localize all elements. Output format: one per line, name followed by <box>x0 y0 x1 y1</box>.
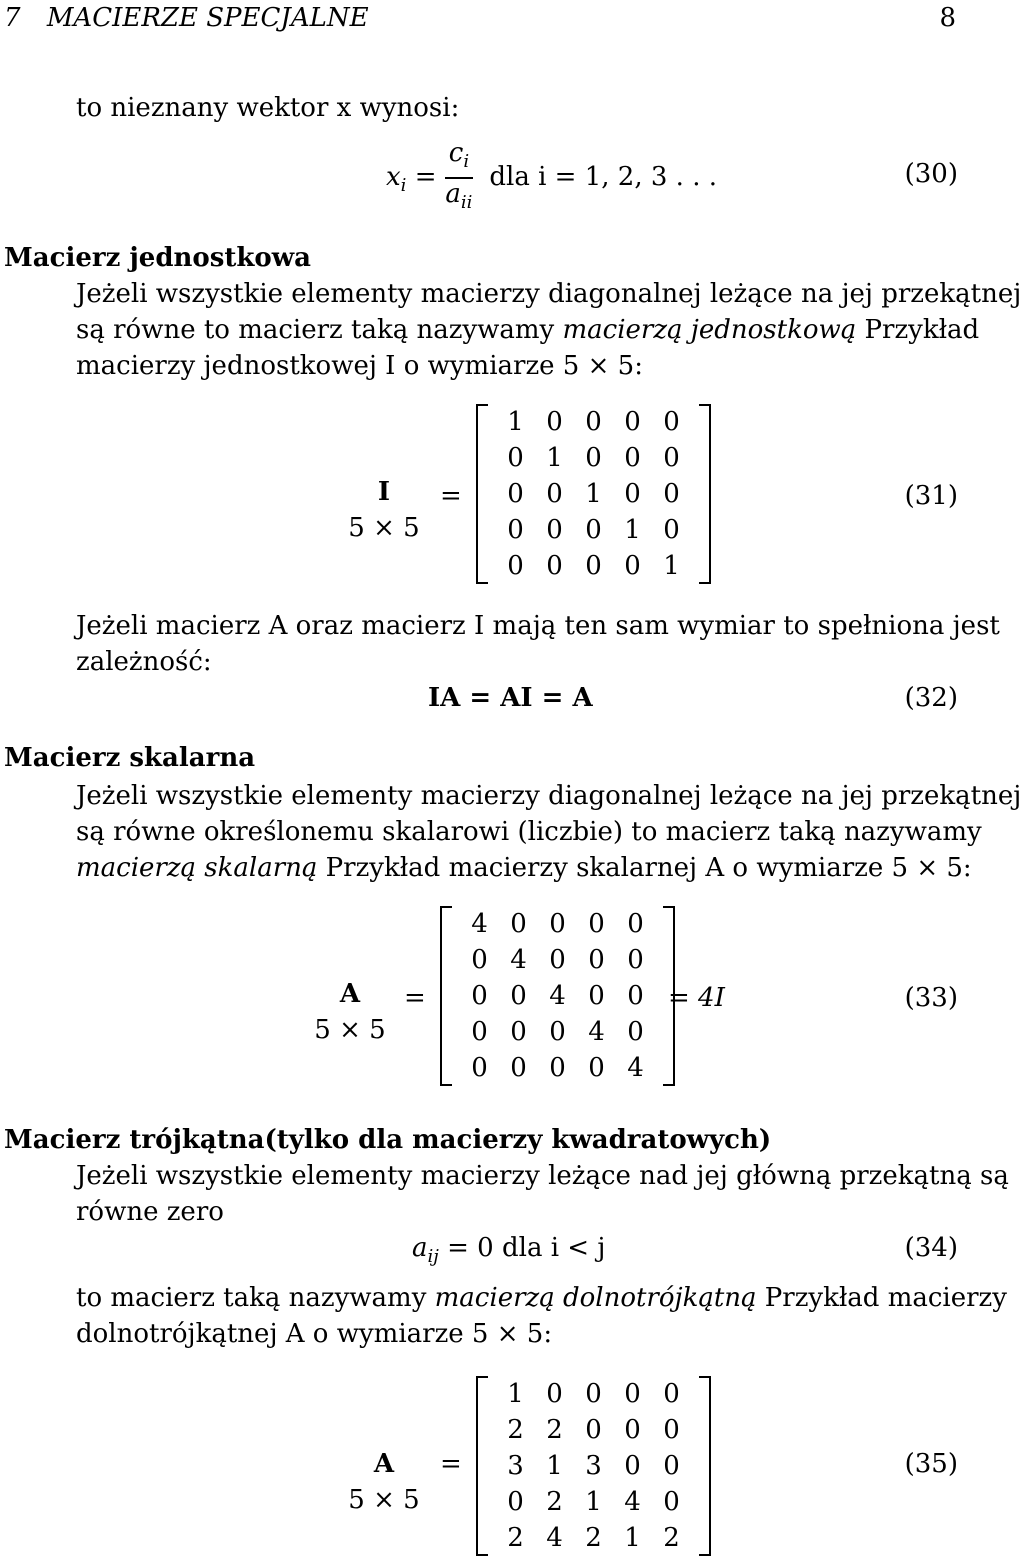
matrix-cell: 0 <box>585 407 602 437</box>
running-header <box>4 0 960 36</box>
matrix-cell: 3 <box>585 1451 602 1481</box>
matrix-cell: 0 <box>510 1017 527 1047</box>
matrix-cell: 0 <box>588 981 605 1011</box>
eq31-number: (31) <box>904 481 958 511</box>
paragraph-line: są równe to macierz taką nazywamy macierzą jednostkową Przykład <box>76 315 980 345</box>
eq30-lhs: $x_i$ = <box>386 162 445 197</box>
eq33-label: A 5 × 5 <box>314 979 386 1045</box>
matrix-row <box>460 1050 655 1086</box>
matrix-cell: 1 <box>507 407 524 437</box>
matrix-cell: 0 <box>585 515 602 545</box>
matrix-cell: 2 <box>507 1523 524 1553</box>
matrix-cell: 0 <box>663 479 680 509</box>
matrix-row <box>496 440 691 476</box>
matrix-cell: 4 <box>546 1523 563 1553</box>
matrix-cell: 0 <box>471 1017 488 1047</box>
chapter-title: MACIERZE SPECJALNE <box>46 3 369 33</box>
paragraph-line: macierzy jednostkowej I o wymiarze 5 × 5: <box>76 351 643 381</box>
matrix-cell: 0 <box>549 909 566 939</box>
matrix-cell: 4 <box>627 1053 644 1083</box>
matrix-cell: 0 <box>624 1415 641 1445</box>
matrix-cell: 0 <box>546 551 563 581</box>
section-title-scalar: Macierz skalarna <box>4 743 256 773</box>
matrix-row <box>460 978 655 1014</box>
paragraph-line: Jeżeli wszystkie elementy macierzy diagonalnej leżące na jej przekątnej <box>76 279 1021 309</box>
matrix-cell: 3 <box>507 1451 524 1481</box>
matrix-cell: 0 <box>663 1487 680 1517</box>
matrix-cell: 0 <box>627 981 644 1011</box>
paragraph-line: równe zero <box>76 1197 224 1227</box>
eq30-number: (30) <box>904 159 958 189</box>
matrix-cell: 0 <box>663 443 680 473</box>
section-title-triangular: Macierz trójkątna(tylko dla macierzy kwadratowych) <box>4 1125 772 1155</box>
matrix-row <box>496 1484 691 1520</box>
paragraph-line: Jeżeli wszystkie elementy macierzy diagonalnej leżące na jej przekątnej <box>76 781 1021 811</box>
eq35-number: (35) <box>904 1449 958 1479</box>
matrix-cell: 1 <box>624 515 641 545</box>
matrix-cell: 0 <box>624 443 641 473</box>
matrix-cell: 1 <box>624 1523 641 1553</box>
matrix-cell: 0 <box>510 909 527 939</box>
matrix-cell: 0 <box>663 1415 680 1445</box>
eq33-number: (33) <box>904 983 958 1013</box>
eq34-number: (34) <box>904 1233 958 1263</box>
eq30-fraction: $\frac{c_i}{a_{ii}}$ <box>445 138 473 214</box>
matrix-cell: 1 <box>507 1379 524 1409</box>
matrix-cell: 0 <box>510 981 527 1011</box>
matrix-cell: 4 <box>624 1487 641 1517</box>
identity-matrix <box>476 404 711 584</box>
scalar-matrix <box>440 906 675 1086</box>
matrix-cell: 0 <box>510 1053 527 1083</box>
paragraph-line: Jeżeli wszystkie elementy macierzy leżące nad jej główną przekątną są <box>76 1161 1009 1191</box>
paragraph-line: są równe określonemu skalarowi (liczbie) to macierz taką nazywamy <box>76 817 982 847</box>
matrix-row <box>496 476 691 512</box>
matrix-cell: 2 <box>546 1415 563 1445</box>
matrix-cell: 0 <box>627 1017 644 1047</box>
equation-30 <box>386 138 717 218</box>
matrix-cell: 0 <box>549 1053 566 1083</box>
matrix-cell: 4 <box>588 1017 605 1047</box>
matrix-cell: 0 <box>624 1451 641 1481</box>
matrix-cell: 0 <box>663 1451 680 1481</box>
matrix-cell: 0 <box>507 551 524 581</box>
matrix-row <box>496 1376 691 1412</box>
matrix-cell: 0 <box>588 1053 605 1083</box>
eq35-equals: = <box>440 1449 462 1479</box>
matrix-cell: 0 <box>585 443 602 473</box>
matrix-cell: 4 <box>510 945 527 975</box>
matrix-cell: 2 <box>663 1523 680 1553</box>
matrix-cell: 1 <box>663 551 680 581</box>
paragraph-line: to macierz taką nazywamy macierzą dolnotrójkątną Przykład macierzy <box>76 1283 1007 1313</box>
section-title-identity: Macierz jednostkowa <box>4 243 311 273</box>
matrix-cell: 0 <box>588 945 605 975</box>
matrix-row <box>460 942 655 978</box>
eq35-label: A 5 × 5 <box>348 1449 420 1515</box>
paragraph-line: Jeżeli macierz A oraz macierz I mają ten sam wymiar to spełniona jest <box>76 611 1000 641</box>
matrix-cell: 0 <box>624 479 641 509</box>
matrix-cell: 0 <box>627 909 644 939</box>
matrix-row <box>496 1520 691 1556</box>
matrix-row <box>496 512 691 548</box>
eq31-label: I 5 × 5 <box>348 477 420 543</box>
eq33-equals: = <box>404 983 426 1013</box>
matrix-cell: 1 <box>585 479 602 509</box>
matrix-cell: 1 <box>546 443 563 473</box>
equation-34: $a_{ij} = 0$ dla i < j <box>412 1233 606 1268</box>
matrix-cell: 0 <box>549 945 566 975</box>
matrix-cell: 0 <box>585 551 602 581</box>
chapter-number: 7 <box>4 3 21 33</box>
matrix-cell: 0 <box>471 1053 488 1083</box>
matrix-row <box>460 1014 655 1050</box>
matrix-cell: 2 <box>546 1487 563 1517</box>
matrix-cell: 0 <box>546 515 563 545</box>
matrix-cell: 0 <box>471 981 488 1011</box>
matrix-row <box>496 404 691 440</box>
eq31-equals: = <box>440 481 462 511</box>
lower-triangular-matrix <box>476 1376 711 1556</box>
matrix-cell: 0 <box>663 1379 680 1409</box>
matrix-cell: 1 <box>585 1487 602 1517</box>
page-number: 8 <box>939 3 956 33</box>
eq32-number: (32) <box>904 683 958 713</box>
matrix-cell: 0 <box>588 909 605 939</box>
paragraph-line: dolnotrójkątnej A o wymiarze 5 × 5: <box>76 1319 553 1349</box>
matrix-cell: 0 <box>585 1415 602 1445</box>
matrix-cell: 4 <box>471 909 488 939</box>
matrix-cell: 0 <box>549 1017 566 1047</box>
matrix-cell: 0 <box>663 407 680 437</box>
matrix-cell: 0 <box>627 945 644 975</box>
matrix-cell: 0 <box>624 551 641 581</box>
matrix-cell: 0 <box>471 945 488 975</box>
paragraph-line: zależność: <box>76 647 212 677</box>
intro-text: to nieznany wektor x wynosi: <box>76 93 460 123</box>
matrix-cell: 0 <box>507 479 524 509</box>
equation-32: IA = AI = A <box>428 683 593 713</box>
matrix-cell: 0 <box>624 1379 641 1409</box>
matrix-cell: 0 <box>663 515 680 545</box>
eq30-rest: dla i = 1, 2, 3 . . . <box>489 162 717 193</box>
matrix-cell: 4 <box>549 981 566 1011</box>
matrix-cell: 2 <box>585 1523 602 1553</box>
matrix-row <box>460 906 655 942</box>
matrix-cell: 0 <box>546 479 563 509</box>
matrix-row <box>496 1448 691 1484</box>
matrix-cell: 2 <box>507 1415 524 1445</box>
matrix-cell: 0 <box>507 1487 524 1517</box>
paragraph-line: macierzą skalarną Przykład macierzy skalarnej A o wymiarze 5 × 5: <box>76 853 972 883</box>
matrix-cell: 0 <box>507 443 524 473</box>
matrix-cell: 0 <box>624 407 641 437</box>
matrix-row <box>496 548 691 584</box>
matrix-cell: 1 <box>546 1451 563 1481</box>
matrix-cell: 0 <box>546 407 563 437</box>
eq33-rhs: = 4I <box>668 983 725 1013</box>
matrix-cell: 0 <box>546 1379 563 1409</box>
matrix-row <box>496 1412 691 1448</box>
matrix-cell: 0 <box>507 515 524 545</box>
matrix-cell: 0 <box>585 1379 602 1409</box>
